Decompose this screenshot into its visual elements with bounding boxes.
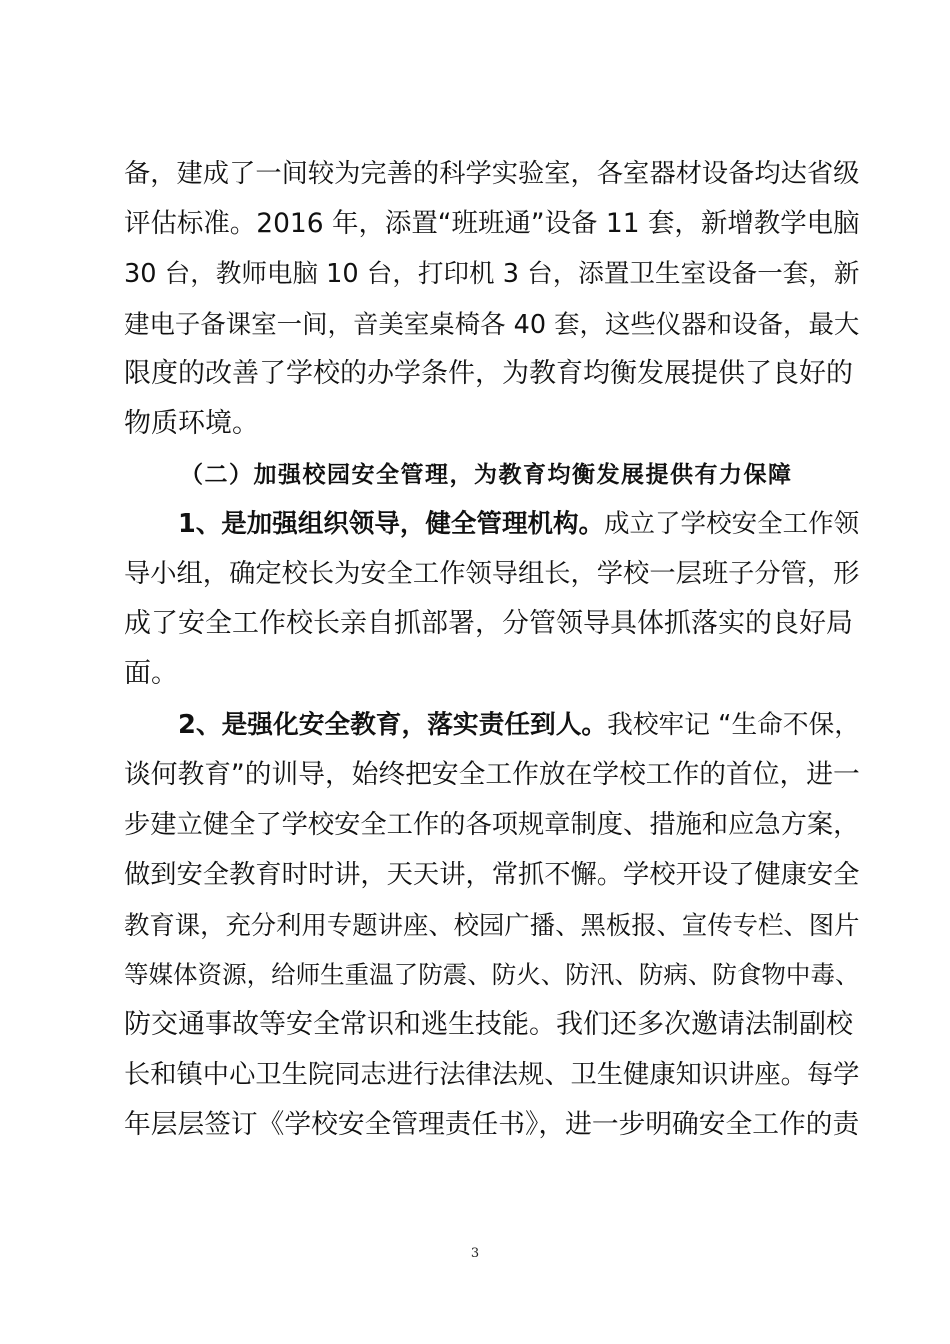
item-text: 成立了学校安全工作领 bbox=[604, 509, 860, 539]
body-text-line: 导小组，确定校长为安全工作领导组长，学校一层班子分管，形 bbox=[124, 559, 860, 589]
section-heading: （二）加强校园安全管理，为教育均衡发展提供有力保障 bbox=[180, 461, 793, 488]
body-text-line: 防交通事故等安全常识和逃生技能。我们还多次邀请法制副校 bbox=[124, 1009, 853, 1040]
item-lead-text: 2、是强化安全教育，落实责任到人。 bbox=[178, 710, 608, 740]
body-text-line: 备，建成了一间较为完善的科学实验室，各室器材设备均达省级 bbox=[124, 159, 860, 189]
body-text-line: 做到安全教育时时讲，天天讲，常抓不懈。学校开设了健康安全 bbox=[124, 860, 860, 890]
item-lead-text: 1、是加强组织领导，健全管理机构。 bbox=[178, 509, 605, 539]
body-text-line: 步建立健全了学校安全工作的各项规章制度、措施和应急方案， bbox=[124, 810, 860, 840]
body-text-line: 物质环境。 bbox=[124, 408, 259, 439]
item-text: 我校牢记 “生命不保， bbox=[607, 710, 860, 740]
page-number: 3 bbox=[470, 1246, 480, 1261]
body-text-line: 面。 bbox=[124, 658, 178, 689]
body-text-line: 年层层签订《学校安全管理责任书》，进一步明确安全工作的责 bbox=[124, 1109, 860, 1140]
body-text-line: 限度的改善了学校的办学条件，为教育均衡发展提供了良好的 bbox=[124, 358, 853, 389]
paragraph-first-line bbox=[178, 707, 860, 743]
body-text-line: 长和镇中心卫生院同志进行法律法规、卫生健康知识讲座。每学 bbox=[124, 1060, 860, 1090]
body-text-line: 谈何教育”的训导，始终把安全工作放在学校工作的首位，进一 bbox=[124, 759, 860, 790]
body-text-line: 30 台，教师电脑 10 台，打印机 3 台，添置卫生室设备一套，新 bbox=[124, 259, 860, 289]
body-text-line: 建电子备课室一间，音美室桌椅各 40 套，这些仪器和设备，最大 bbox=[124, 309, 860, 339]
body-text-line: 等媒体资源，给师生重温了防震、防火、防汛、防病、防食物中毒、 bbox=[124, 960, 860, 989]
paragraph-first-line bbox=[178, 506, 859, 542]
body-text-line: 评估标准。2016 年，添置“班班通”设备 11 套，新增教学电脑 bbox=[124, 208, 860, 239]
body-text-line: 教育课，充分利用专题讲座、校园广播、黑板报、宣传专栏、图片 bbox=[124, 910, 860, 940]
body-text-line: 成了安全工作校长亲自抓部署，分管领导具体抓落实的良好局 bbox=[124, 608, 853, 639]
